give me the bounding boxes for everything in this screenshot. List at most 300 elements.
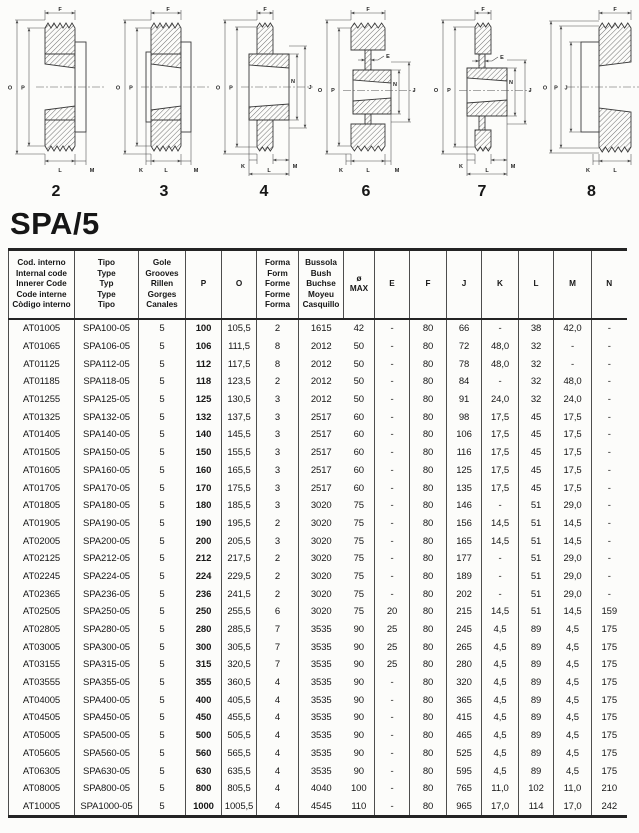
table-cell: 2: [257, 585, 299, 603]
table-cell: AT05005: [9, 727, 75, 745]
table-cell: 155,5: [222, 444, 257, 462]
table-cell: 17,0: [482, 798, 519, 817]
table-cell: 2012: [299, 338, 344, 356]
pulley-section-drawing: [3, 4, 109, 180]
table-cell: -: [375, 497, 410, 515]
table-cell: SPA630-05: [75, 762, 139, 780]
table-cell: 3020: [299, 568, 344, 586]
table-cell: 20: [375, 603, 410, 621]
header-cell-F: F: [410, 250, 447, 319]
table-cell: 80: [410, 426, 447, 444]
table-cell: 140: [186, 426, 222, 444]
table-cell: 48,0: [554, 373, 592, 391]
table-cell: 5: [139, 497, 186, 515]
table-cell: -: [375, 674, 410, 692]
table-cell: 160: [186, 461, 222, 479]
table-cell: -: [375, 709, 410, 727]
table-cell: 455,5: [222, 709, 257, 727]
dim-label-n: N: [393, 82, 397, 88]
table-cell: 2517: [299, 479, 344, 497]
table-cell: 80: [410, 479, 447, 497]
pulley-body: [581, 23, 631, 152]
table-cell: -: [375, 550, 410, 568]
table-cell: 3535: [299, 674, 344, 692]
table-cell: 51: [519, 532, 554, 550]
diagram-form-8: [544, 4, 639, 201]
pulley-section-drawing: [313, 4, 419, 180]
table-cell: 80: [410, 515, 447, 533]
table-cell: 2517: [299, 461, 344, 479]
table-cell: 5: [139, 691, 186, 709]
table-cell: 51: [519, 515, 554, 533]
table-cell: 4,5: [482, 656, 519, 674]
table-cell: 17,5: [554, 408, 592, 426]
table-cell: 177: [447, 550, 482, 568]
table-cell: SPA170-05: [75, 479, 139, 497]
table-cell: 90: [353, 730, 364, 742]
table-cell: SPA125-05: [75, 391, 139, 409]
table-cell: SPA212-05: [75, 550, 139, 568]
table-cell: -: [482, 568, 519, 586]
table-cell: 75: [353, 588, 364, 600]
table-cell: 280: [447, 656, 482, 674]
table-cell: -: [375, 479, 410, 497]
table-cell: 3020: [299, 603, 344, 621]
table-body: [9, 319, 627, 817]
table-cell: 45: [519, 479, 554, 497]
table-cell: 11,0: [482, 780, 519, 798]
header-cell-J: J: [447, 250, 482, 319]
table-cell: 4,5: [554, 762, 592, 780]
table-cell: AT01905: [9, 515, 75, 533]
table-cell: 5: [139, 444, 186, 462]
header-cell-K: K: [482, 250, 519, 319]
table-cell: 14,5: [482, 532, 519, 550]
form-number: 3: [159, 183, 169, 200]
table-row: [9, 691, 627, 709]
table-cell: -: [375, 319, 410, 338]
table-cell: 118: [186, 373, 222, 391]
table-cell: 17,5: [482, 426, 519, 444]
dim-label-e: E: [386, 54, 390, 60]
table-cell: 38: [519, 319, 554, 338]
dim-label-e: E: [500, 55, 504, 61]
table-cell: 242: [592, 798, 627, 817]
table-cell: 635,5: [222, 762, 257, 780]
table-cell: 360,5: [222, 674, 257, 692]
table-cell: 45: [519, 408, 554, 426]
table-cell: -: [554, 355, 592, 373]
table-cell: 75: [353, 500, 364, 512]
table-cell: AT01505: [9, 444, 75, 462]
table-cell: 212: [186, 550, 222, 568]
table-cell: 80: [410, 603, 447, 621]
table-cell: -: [482, 497, 519, 515]
table-cell: 125: [447, 461, 482, 479]
table-cell: 11,0: [554, 780, 592, 798]
table-cell: 145,5: [222, 426, 257, 444]
table-cell: 202: [447, 585, 482, 603]
table-cell: 125: [186, 391, 222, 409]
table-cell: 80: [410, 621, 447, 639]
table-cell: 4,5: [482, 762, 519, 780]
dim-label-j: J: [563, 85, 568, 92]
table-cell: -: [482, 550, 519, 568]
table-cell: 3020: [299, 497, 344, 515]
table-cell: 78: [447, 355, 482, 373]
table-cell: 505,5: [222, 727, 257, 745]
table-cell: SPA280-05: [75, 621, 139, 639]
table-cell: AT02125: [9, 550, 75, 568]
table-cell: 7: [257, 656, 299, 674]
table-cell: 5: [139, 762, 186, 780]
table-cell: SPA236-05: [75, 585, 139, 603]
table-cell: 3: [257, 408, 299, 426]
table-cell: 51: [519, 550, 554, 568]
table-cell: 150: [186, 444, 222, 462]
table-cell: 5: [139, 479, 186, 497]
pulley-form-diagrams: [0, 0, 639, 201]
table-cell: 114: [519, 798, 554, 817]
table-cell: 4,5: [554, 621, 592, 639]
table-cell: 7: [257, 621, 299, 639]
table-cell: 80: [410, 780, 447, 798]
table-cell: 106: [186, 338, 222, 356]
table-cell: 320,5: [222, 656, 257, 674]
table-cell: AT06305: [9, 762, 75, 780]
table-cell: 137,5: [222, 408, 257, 426]
form-number: 6: [361, 183, 371, 200]
table-cell: 132: [186, 408, 222, 426]
page-title: SPA/5: [10, 206, 100, 241]
table-cell: 805,5: [222, 780, 257, 798]
table-cell: 595: [447, 762, 482, 780]
table-cell: 280: [186, 621, 222, 639]
table-cell: 7: [257, 638, 299, 656]
table-cell: 175: [592, 744, 627, 762]
table-cell: 4,5: [554, 744, 592, 762]
table-cell: -: [482, 373, 519, 391]
table-row: [9, 408, 627, 426]
table-cell: 90: [353, 624, 364, 635]
header-cell-form: Forma Form Forme Forme Forma: [257, 250, 299, 319]
table-cell: SPA400-05: [75, 691, 139, 709]
table-cell: -: [592, 319, 627, 338]
dim-label-f: F: [366, 7, 370, 13]
dim-label-p: P: [229, 85, 233, 92]
table-cell: 5: [139, 585, 186, 603]
table-cell: 4040: [299, 780, 344, 798]
table-cell: 4: [257, 709, 299, 727]
header-cell-type: Tipo Type Typ Type Tipo: [75, 250, 139, 319]
table-cell: 3020: [299, 515, 344, 533]
table-cell: 17,5: [482, 444, 519, 462]
table-cell: 320: [447, 674, 482, 692]
table-cell: -: [375, 762, 410, 780]
table-cell: -: [592, 532, 627, 550]
table-cell: 116: [447, 444, 482, 462]
spa5-dimension-table: [8, 248, 627, 818]
table-cell: 51: [519, 497, 554, 515]
table-row: [9, 391, 627, 409]
table-cell: 300: [186, 638, 222, 656]
table-cell: 765: [447, 780, 482, 798]
table-cell: 80: [410, 319, 447, 338]
dim-label-p: P: [331, 88, 335, 94]
dim-label-o: O: [433, 88, 439, 94]
table-cell: -: [592, 373, 627, 391]
table-cell: 4,5: [482, 674, 519, 692]
table-cell: 14,5: [482, 603, 519, 621]
table-cell: 4: [257, 762, 299, 780]
table-row: [9, 709, 627, 727]
table-cell: 32: [519, 355, 554, 373]
dim-label-m: M: [510, 164, 516, 170]
table-cell: AT01255: [9, 391, 75, 409]
table-cell: 165: [447, 532, 482, 550]
table-cell: 45: [519, 444, 554, 462]
table-cell: 5: [139, 727, 186, 745]
table-cell: 175: [592, 656, 627, 674]
dim-label-l: L: [366, 168, 370, 174]
table-cell: -: [592, 461, 627, 479]
table-cell: 90: [353, 659, 364, 671]
table-cell: -: [592, 355, 627, 373]
diagram-form-6: [312, 4, 420, 201]
table-cell: AT04505: [9, 709, 75, 727]
table-cell: 3535: [299, 762, 344, 780]
table-row: [9, 497, 627, 515]
diagram-form-7: [420, 4, 544, 201]
table-cell: 3: [257, 391, 299, 409]
table-row: [9, 568, 627, 586]
table-cell: 8: [257, 338, 299, 356]
table-cell: 3: [257, 444, 299, 462]
table-cell: 415: [447, 709, 482, 727]
table-cell: 3535: [299, 709, 344, 727]
table-cell: 255,5: [222, 603, 257, 621]
table-cell: SPA355-05: [75, 674, 139, 692]
dim-label-p: P: [129, 85, 133, 92]
table-cell: -: [375, 585, 410, 603]
table-cell: -: [375, 780, 410, 798]
table-cell: SPA190-05: [75, 515, 139, 533]
table-cell: 45: [519, 426, 554, 444]
table-cell: 90: [353, 765, 364, 777]
table-cell: 80: [410, 444, 447, 462]
table-cell: 175: [592, 709, 627, 727]
table-cell: 4545: [299, 798, 344, 817]
table-cell: 105,5: [222, 319, 257, 338]
table-cell: 102: [519, 780, 554, 798]
table-cell: SPA450-05: [75, 709, 139, 727]
dim-label-p: P: [553, 85, 558, 92]
table-row: [9, 603, 627, 621]
table-cell: 80: [410, 408, 447, 426]
table-cell: -: [554, 338, 592, 356]
table-cell: 5: [139, 391, 186, 409]
table-cell: 4,5: [554, 691, 592, 709]
table-cell: 80: [410, 709, 447, 727]
table-cell: 80: [410, 674, 447, 692]
table-row: [9, 444, 627, 462]
dim-label-f: F: [612, 7, 617, 13]
table-cell: 80: [410, 656, 447, 674]
table-cell: 112: [186, 355, 222, 373]
table-cell: 5: [139, 621, 186, 639]
table-cell: 14,5: [482, 515, 519, 533]
table-cell: 60: [353, 429, 364, 441]
table-cell: 165,5: [222, 461, 257, 479]
dim-label-j: J: [412, 88, 416, 94]
table-cell: 17,5: [554, 479, 592, 497]
table-cell: 42,0: [554, 319, 592, 338]
table-cell: 5: [139, 426, 186, 444]
dim-label-n: N: [291, 79, 295, 85]
table-cell: 89: [519, 744, 554, 762]
table-row: [9, 762, 627, 780]
table-cell: 80: [410, 691, 447, 709]
table-cell: 14,5: [554, 515, 592, 533]
table-cell: SPA132-05: [75, 408, 139, 426]
table-cell: 175: [592, 727, 627, 745]
table-cell: 241,5: [222, 585, 257, 603]
table-cell: 3: [257, 426, 299, 444]
table-row: [9, 515, 627, 533]
table-cell: 315: [186, 656, 222, 674]
table-cell: AT01405: [9, 426, 75, 444]
table-cell: 29,0: [554, 568, 592, 586]
table-cell: 90: [353, 694, 364, 706]
table-cell: 3020: [299, 550, 344, 568]
form-number: 4: [259, 183, 269, 200]
table-row: [9, 798, 627, 817]
table-cell: 84: [447, 373, 482, 391]
table-cell: -: [482, 319, 519, 338]
table-cell: 135: [447, 479, 482, 497]
table-cell: 175,5: [222, 479, 257, 497]
table-cell: 25: [375, 638, 410, 656]
table-cell: 80: [410, 338, 447, 356]
table-cell: SPA112-05: [75, 355, 139, 373]
table-cell: 89: [519, 727, 554, 745]
table-cell: 190: [186, 515, 222, 533]
table-cell: 80: [410, 585, 447, 603]
table-cell: 2012: [299, 355, 344, 373]
dim-label-k: K: [139, 168, 143, 174]
table-cell: 4,5: [482, 621, 519, 639]
table-row: [9, 461, 627, 479]
table-cell: 80: [410, 373, 447, 391]
table-cell: AT05605: [9, 744, 75, 762]
table-cell: -: [592, 550, 627, 568]
table-cell: AT02505: [9, 603, 75, 621]
pulley-section-drawing: [539, 4, 639, 180]
dim-label-p: P: [21, 85, 25, 92]
dim-label-o: O: [317, 88, 323, 94]
table-cell: 2: [257, 515, 299, 533]
table-cell: 29,0: [554, 497, 592, 515]
table-cell: AT02245: [9, 568, 75, 586]
table-cell: 4: [257, 727, 299, 745]
table-cell: 89: [519, 709, 554, 727]
table-cell: 2012: [299, 373, 344, 391]
table-cell: 89: [519, 674, 554, 692]
table-cell: 100: [350, 783, 367, 795]
table-cell: 2517: [299, 426, 344, 444]
table-cell: 1005,5: [222, 798, 257, 817]
table-row: [9, 355, 627, 373]
table-cell: AT03555: [9, 674, 75, 692]
table-cell: 8: [257, 355, 299, 373]
dim-label-o: O: [542, 85, 547, 92]
table-row: [9, 674, 627, 692]
table-cell: -: [375, 355, 410, 373]
table-cell: 17,5: [554, 461, 592, 479]
table-cell: 224: [186, 568, 222, 586]
pulley-section-drawing: [429, 4, 535, 180]
table-cell: 4: [257, 674, 299, 692]
dim-label-f: F: [166, 7, 170, 13]
dim-label-l: L: [612, 168, 617, 174]
table-cell: 32: [519, 391, 554, 409]
table-cell: AT03155: [9, 656, 75, 674]
table-cell: 80: [410, 355, 447, 373]
table-cell: -: [592, 426, 627, 444]
table-cell: 229,5: [222, 568, 257, 586]
diagram-form-3: [112, 4, 216, 201]
table-cell: -: [375, 515, 410, 533]
table-cell: SPA560-05: [75, 744, 139, 762]
table-cell: -: [592, 391, 627, 409]
table-cell: -: [375, 338, 410, 356]
table-cell: 25: [375, 621, 410, 639]
table-cell: 450: [186, 709, 222, 727]
table-cell: 175: [592, 691, 627, 709]
table-cell: 4,5: [554, 656, 592, 674]
table-cell: 17,5: [482, 479, 519, 497]
table-cell: AT01705: [9, 479, 75, 497]
table-cell: 89: [519, 638, 554, 656]
table-cell: 4,5: [482, 691, 519, 709]
table-cell: 210: [592, 780, 627, 798]
table-cell: 106: [447, 426, 482, 444]
form-number: 7: [477, 183, 487, 200]
diagram-form-2: [0, 4, 112, 201]
dim-label-o: O: [115, 85, 121, 92]
table-cell: 17,5: [554, 444, 592, 462]
table-cell: 17,5: [482, 408, 519, 426]
dim-label-o: O: [215, 85, 221, 92]
dim-label-l: L: [267, 168, 271, 174]
table-cell: -: [592, 479, 627, 497]
table-cell: 75: [353, 570, 364, 582]
table-cell: 48,0: [482, 338, 519, 356]
table-cell: 51: [519, 603, 554, 621]
table-cell: 32: [519, 338, 554, 356]
table-cell: SPA106-05: [75, 338, 139, 356]
table-row: [9, 727, 627, 745]
header-cell-P: P: [186, 250, 222, 319]
table-cell: 200: [186, 532, 222, 550]
table-cell: 5: [139, 515, 186, 533]
table-cell: 2517: [299, 408, 344, 426]
table-cell: 3020: [299, 532, 344, 550]
dim-label-k: K: [585, 168, 590, 174]
table-cell: 3535: [299, 638, 344, 656]
table-cell: -: [482, 585, 519, 603]
table-cell: SPA250-05: [75, 603, 139, 621]
